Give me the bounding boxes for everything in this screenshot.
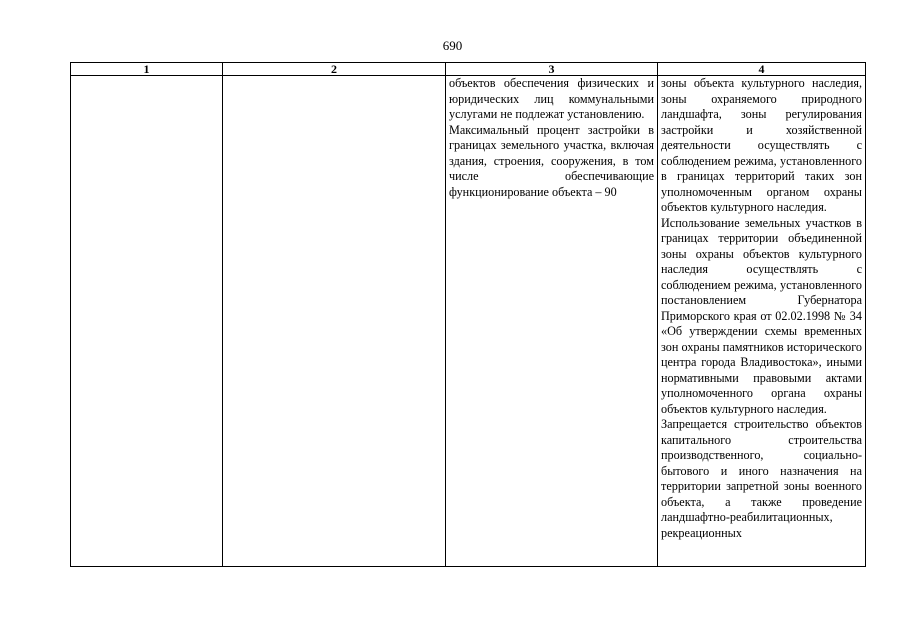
column-header-4: 4 [658,63,866,76]
regulations-table [70,62,866,567]
column-header-1: 1 [71,63,223,76]
table-row [71,76,866,567]
col3-paragraph-2: Максимальный процент застройки в границах земельного участка, включая здания, строения, сооружения, в том числе обеспечивающие функционирование объекта – 90 [449,122,654,199]
col3-paragraph-1: объектов обеспечения физических и юридических лиц коммунальными услугами не подлежат установлению. [449,76,654,121]
column-header-3: 3 [446,63,658,76]
column-header-2: 2 [223,63,446,76]
cell-col-4 [658,76,866,567]
col4-paragraph-3: Запрещается строительство объектов капитального строительства производственного, социально-бытового и иного назначения на территории запретной зоны военного объекта, а также проведение ландшафтно-реабилитационных, рекреационных [661,417,862,540]
table-header-row [71,63,866,76]
col4-paragraph-2: Использование земельных участков в границах территории объединенной зоны охраны объектов культурного наследия осуществлять с соблюдением режима, установленного постановлением Губернатора Приморского края от 02.02.1998 № 34 «Об утверждении схемы временных зон охраны памятников исторического центра города Владивостока», иными нормативными правовыми актами уполномоченного органа охраны объектов культурного наследия. [661,215,862,416]
cell-col-2 [223,76,446,567]
cell-col-3 [446,76,658,567]
col4-paragraph-1: зоны объекта культурного наследия, зоны охраняемого природного ландшафта, зоны регулирования застройки и хозяйственной деятельности осуществлять с соблюдением режима, установленного в границах территорий таких зон уполномоченным органом охраны объектов культурного наследия. [661,76,862,214]
cell-col-1 [71,76,223,567]
page-number: 690 [442,38,463,53]
